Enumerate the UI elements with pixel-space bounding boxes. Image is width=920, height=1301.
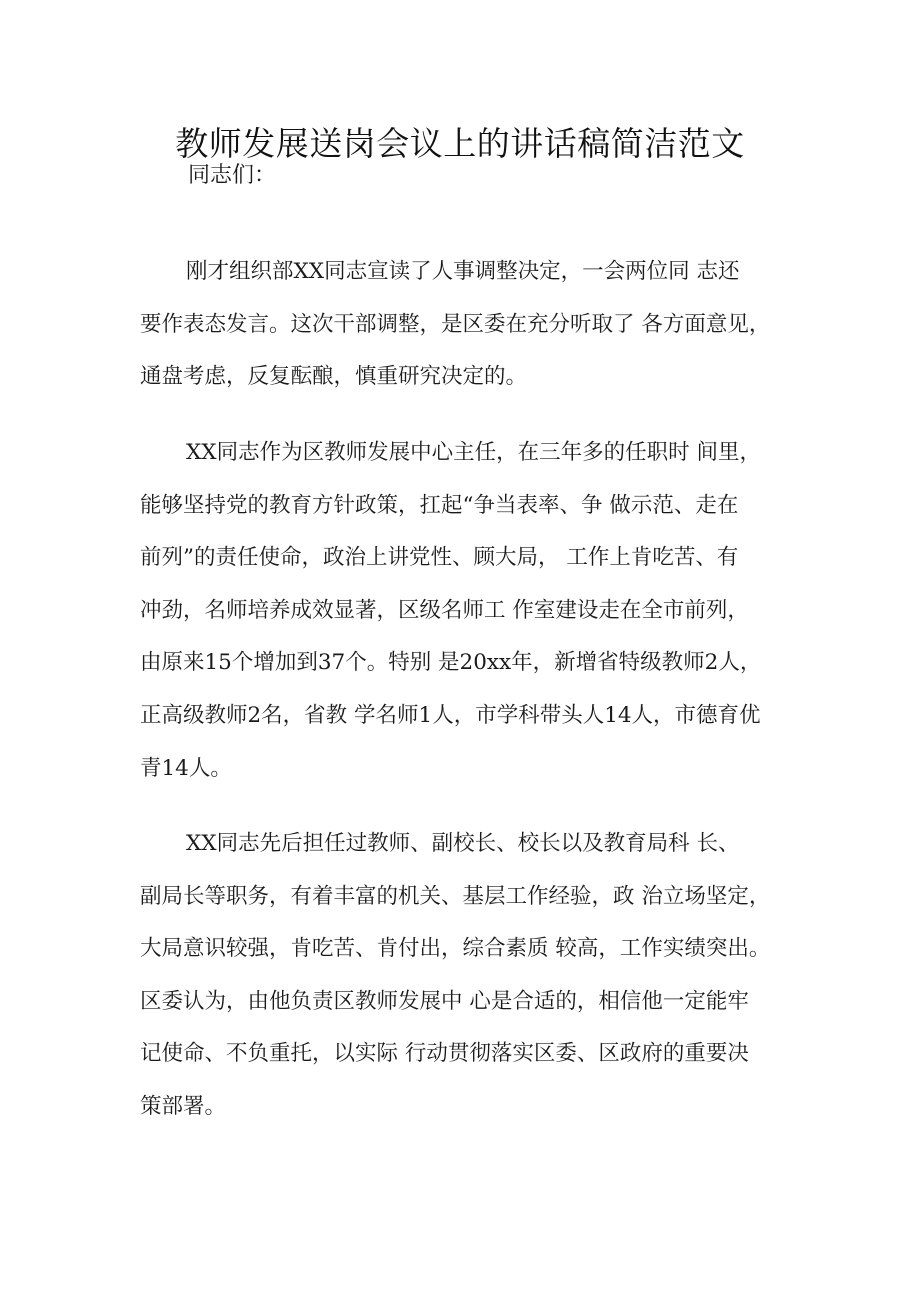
paragraph-line: 区委认为，由他负责区教师发展中 心是合适的，相信他一定能牢 xyxy=(140,988,749,1014)
paragraph-line: 副局长等职务，有着丰富的机关、基层工作经验，政 治立场坚定， xyxy=(140,883,771,909)
paragraph-line: 前列”的责任使命，政治上讲党性、顾大局， 工作上肯吃苦、有 xyxy=(140,545,739,571)
paragraph-line: XX同志先后担任过教师、副校长、校长以及教育局科 长、 xyxy=(186,831,740,856)
paragraph-2 xyxy=(140,427,800,795)
paragraph-line: XX同志作为区教师发展中心主任，在三年多的任职时 间里， xyxy=(186,440,761,465)
paragraph-line: 要作表态发言。这次干部调整，是区委在充分听取了 各方面意见， xyxy=(140,311,771,337)
paragraph-line: 由原来15个增加到37个。特别 是20xx年，新增省特级教师2人， xyxy=(140,650,762,676)
salutation: 同志们： xyxy=(188,163,277,188)
paragraph-line: 通盘考虑，反复酝酿，慎重研究决定的。 xyxy=(140,364,528,390)
paragraph-line: 冲劲，名师培养成效显著，区级名师工 作室建设走在全市前列， xyxy=(140,597,749,623)
paragraph-line: 大局意识较强，肯吃苦、肯付出，综合素质 较高，工作实绩突出。 xyxy=(140,936,771,962)
paragraph-1 xyxy=(140,246,800,404)
document-title: 教师发展送岗会议上的讲话稿简洁范文 xyxy=(175,124,745,163)
paragraph-3 xyxy=(140,818,800,1134)
paragraph-line: 记使命、不负重托，以实际 行动贯彻落实区委、区政府的重要决 xyxy=(140,1041,749,1067)
paragraph-line: 能够坚持党的教育方针政策，扛起“争当表率、争 做示范、走在 xyxy=(140,492,739,518)
paragraph-line: 刚才组织部XX同志宣读了人事调整决定，一会两位同 志还 xyxy=(186,259,740,284)
paragraph-line: 策部署。 xyxy=(140,1093,227,1119)
paragraph-line: 青14人。 xyxy=(140,755,232,781)
paragraph-line: 正高级教师2名，省教 学名师1人，市学科带头人14人，市德育优 xyxy=(140,702,761,728)
